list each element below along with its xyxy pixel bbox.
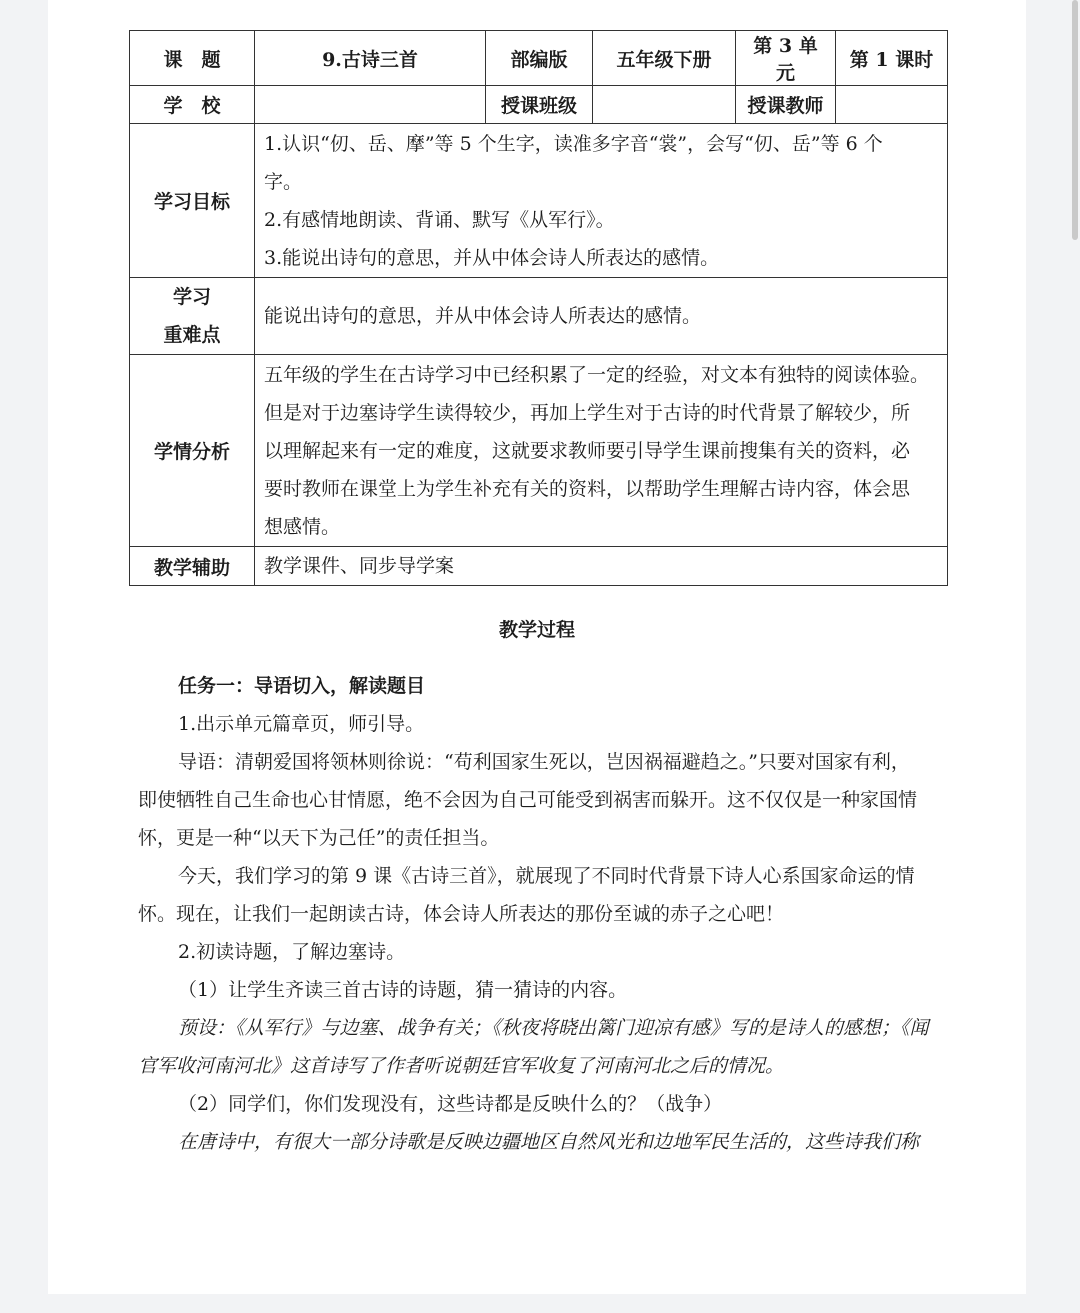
school-value (255, 86, 486, 124)
table-row (130, 278, 948, 355)
paragraph-line: 怀。现在，让我们一起朗读古诗，体会诗人所表达的那份至诚的赤子之心吧！ (138, 903, 785, 925)
table-row (130, 31, 948, 86)
paragraph-line: 今天，我们学习的第 9 课《古诗三首》，就展现了不同时代背景下诗人心系国家命运的情 (178, 865, 915, 887)
paragraph-line: 导语：清朝爱国将领林则徐说：“苟利国家生死以，岂因祸福避趋之。”只要对国家有利， (178, 751, 910, 773)
teacher-value (836, 86, 948, 124)
analysis-line: 五年级的学生在古诗学习中已经积累了一定的经验，对文本有独特的阅读体验。 (264, 363, 930, 386)
paragraph-line: 2.初读诗题，了解边塞诗。 (178, 941, 406, 963)
objectives-cell (255, 124, 948, 278)
section-title: 教学过程 (498, 619, 575, 641)
objective-line: 字。 (264, 170, 303, 193)
key-points-line: 能说出诗句的意思，并从中体会诗人所表达的感情。 (264, 305, 702, 327)
analysis-line: 但是对于边塞诗学生读得较少，再加上学生对于古诗的时代背景了解较少，所 (264, 401, 911, 424)
analysis-line: 要时教师在课堂上为学生补充有关的资料，以帮助学生理解古诗内容，体会思 (264, 477, 911, 500)
analysis-cell (255, 355, 948, 547)
scrollbar-thumb[interactable] (1072, 0, 1078, 240)
task-heading: 任务一：导语切入，解读题目 (178, 675, 426, 697)
paragraph-line: 在唐诗中，有很大一部分诗歌是反映边疆地区自然风光和边地军民生活的，这些诗我们称 (178, 1131, 920, 1153)
aids-label: 教学辅助 (130, 547, 255, 586)
paragraph-line: 官军收河南河北》这首诗写了作者听说朝廷官军收复了河南河北之后的情况。 (138, 1055, 785, 1077)
class-label: 授课班级 (486, 86, 593, 124)
paragraph-line: （1）让学生齐读三首古诗的诗题，猜一猜诗的内容。 (178, 979, 628, 1001)
paragraph-line: 1.出示单元篇章页，师引导。 (178, 713, 425, 735)
key-points-label (130, 278, 255, 355)
analysis-line: 想感情。 (264, 515, 341, 538)
period: 第 1 课时 (836, 31, 948, 86)
table-row (130, 355, 948, 547)
teacher-label: 授课教师 (736, 86, 836, 124)
analysis-line: 以理解起来有一定的难度，这就要求教师要引导学生课前搜集有关的资料，必 (264, 439, 911, 462)
unit: 第 3 单元 (736, 31, 836, 86)
analysis-label: 学情分析 (130, 355, 255, 547)
class-value (593, 86, 736, 124)
document-page (48, 0, 1026, 1294)
objective-line: 2.有感情地朗读、背诵、默写《从军行》。 (264, 208, 615, 231)
table-row (130, 124, 948, 278)
paragraph-line: 预设：《从军行》与边塞、战争有关；《秋夜将晓出篱门迎凉有感》写的是诗人的感想；《闻 (178, 1017, 929, 1039)
paragraph-line: 即使牺牲自己生命也心甘情愿，绝不会因为自己可能受到祸害而躲开。这不仅仅是一种家国情 (138, 789, 918, 811)
lesson-info-table (129, 30, 948, 586)
paragraph-line: （2）同学们，你们发现没有，这些诗都是反映什么的？（战争） (178, 1093, 723, 1115)
subject-label: 课 题 (130, 31, 255, 86)
objective-line: 1.认识“仞、岳、摩”等 5 个生字，读准多字音“裳”，会写“仞、岳”等 6 个 (264, 132, 883, 155)
aids-line: 教学课件、同步导学案 (264, 555, 455, 577)
table-row (130, 547, 948, 586)
key-label-line: 学习 (172, 286, 211, 308)
aids-text (255, 547, 948, 586)
objective-line: 3.能说出诗句的意思，并从中体会诗人所表达的感情。 (264, 246, 720, 269)
key-label-line: 重难点 (163, 324, 221, 346)
paragraph-line: 怀，更是一种“以天下为己任”的责任担当。 (138, 827, 500, 849)
table-row (130, 86, 948, 124)
school-label: 学 校 (130, 86, 255, 124)
objectives-label: 学习目标 (130, 124, 255, 278)
key-points-text (255, 278, 948, 355)
edition: 部编版 (486, 31, 593, 86)
lesson-title: 9.古诗三首 (255, 31, 486, 86)
process-body (138, 667, 938, 1161)
grade: 五年级下册 (593, 31, 736, 86)
